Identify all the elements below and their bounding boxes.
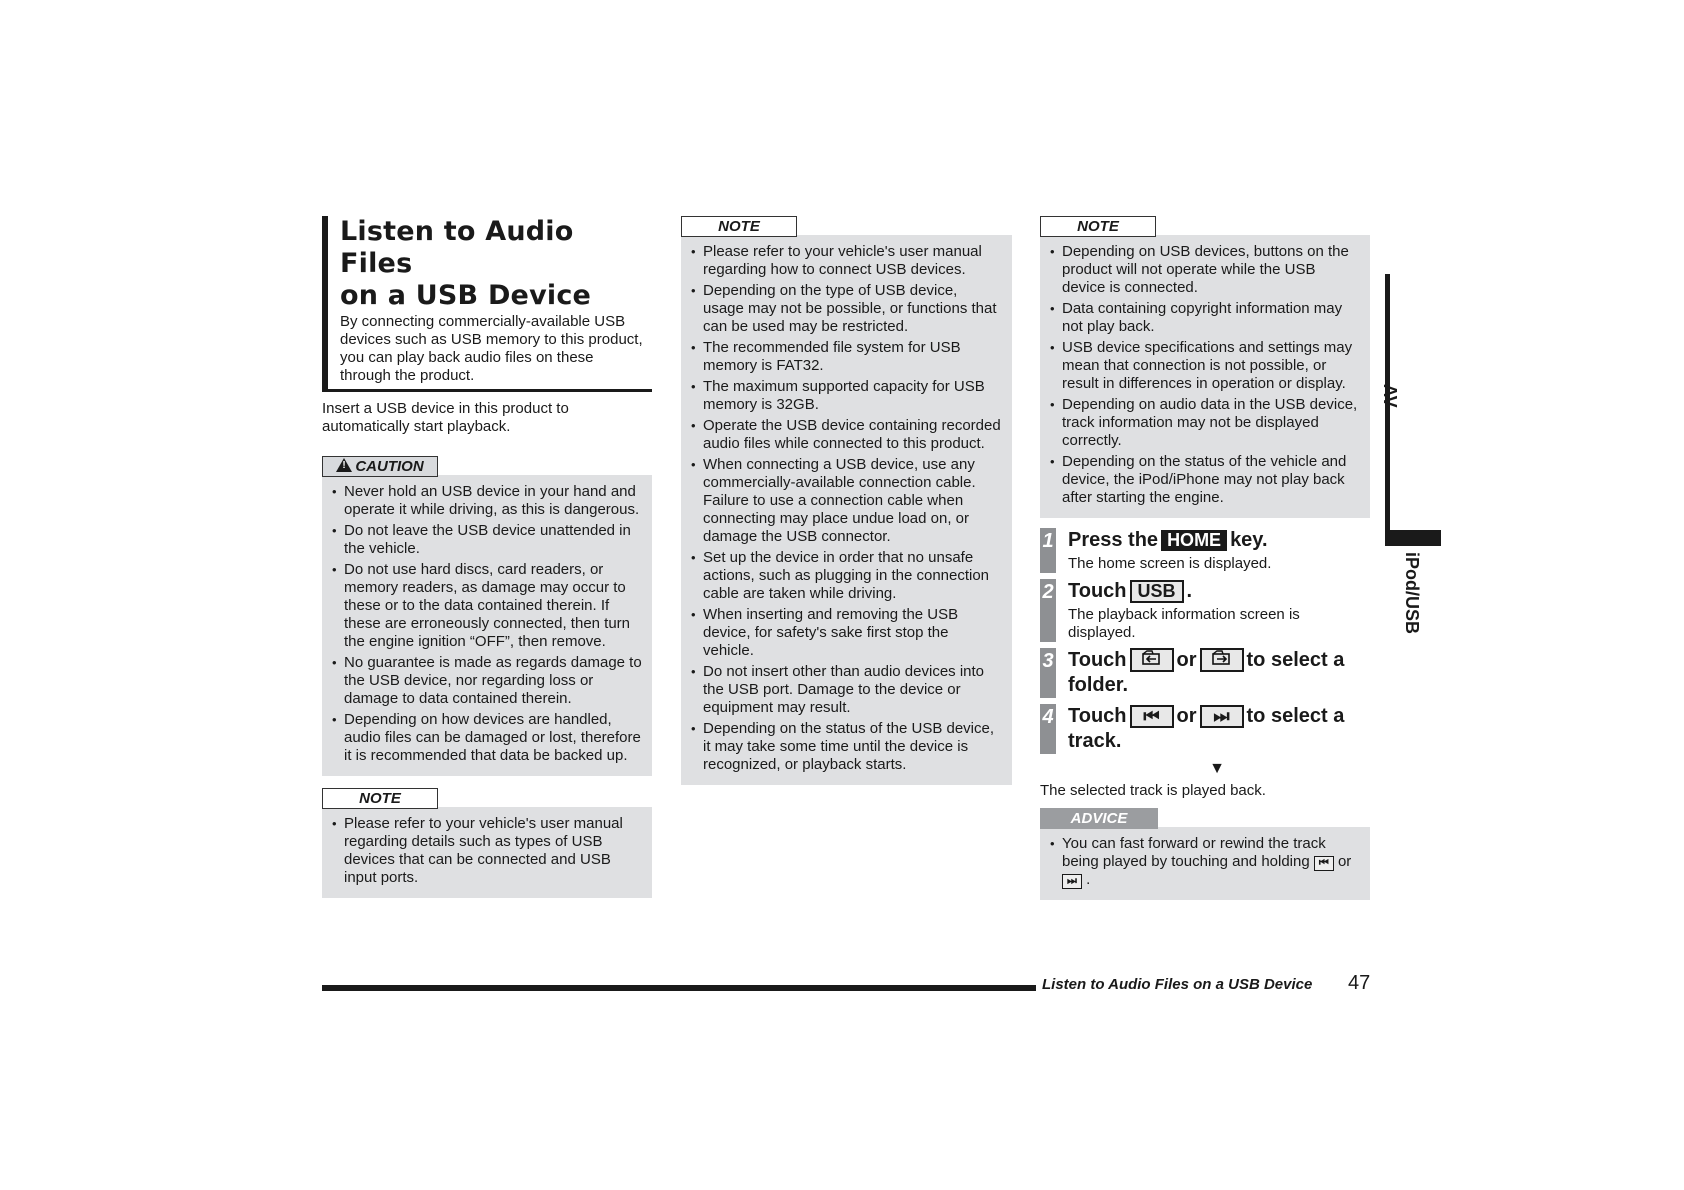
note-item: • The recommended file system for USB memory is FAT32. <box>691 339 1002 375</box>
step-3 <box>1040 648 1370 698</box>
side-tab-ipod-usb: iPod/USB <box>1402 552 1422 635</box>
usb-button: USB <box>1130 580 1184 603</box>
step-1 <box>1040 528 1370 573</box>
step-heading: Touch ⏮ or ⏭ to select a track. <box>1068 705 1345 752</box>
folder-next-icon <box>1200 648 1244 672</box>
arrow-down-icon: ▼ <box>1209 760 1225 777</box>
note-box-3 <box>1040 216 1370 518</box>
note-content <box>322 807 652 898</box>
title-line-2: on a USB Device <box>340 280 592 311</box>
title-line-1: Listen to Audio Files <box>340 216 574 279</box>
step-4 <box>1040 704 1370 754</box>
step-heading: Press the HOME key. <box>1068 529 1268 551</box>
advice-label: ADVICE <box>1040 808 1158 829</box>
note-item: • Depending on the status of the USB device, it may take some time until the device is recognized, or playback starts. <box>691 720 1002 774</box>
note-item: • Depending on audio data in the USB device, track information may not be displayed correctly. <box>1050 396 1360 450</box>
note-item: • When connecting a USB device, use any commercially-available connection cable. Failure to use a connection cable when connecting may place undue load on, or damage the USB connector. <box>691 456 1002 546</box>
page-title <box>340 216 648 312</box>
caution-box <box>322 456 652 776</box>
note-item: • The maximum supported capacity for USB memory is 32GB. <box>691 378 1002 414</box>
note-item: • Do not insert other than audio devices into the USB port. Damage to the device or equipment may result. <box>691 663 1002 717</box>
caution-label: !CAUTION <box>322 456 438 477</box>
footer-rule <box>322 985 1036 991</box>
advice-content <box>1040 827 1370 900</box>
caution-item: • No guarantee is made as regards damage to the USB device, nor regarding loss or damage to data contained therein. <box>332 654 642 708</box>
note-content <box>1040 235 1370 518</box>
previous-track-icon: ⏮ <box>1130 705 1174 728</box>
note-item: • When inserting and removing the USB device, for safety's sake first stop the vehicle. <box>691 606 1002 660</box>
side-tab-line <box>1385 274 1390 544</box>
caution-item: • Never hold an USB device in your hand and operate it while driving, as this is dangerous. <box>332 483 642 519</box>
note-item: • Depending on USB devices, buttons on the product will not operate while the USB device is connected. <box>1050 243 1360 297</box>
caution-item: • Do not use hard discs, card readers, or memory readers, as damage may occur to these or to the data contained therein. If these are erroneously connected, then turn the engine ignition “OFF”, then remove. <box>332 561 642 651</box>
note-content <box>681 235 1012 785</box>
note-label: NOTE <box>681 216 797 237</box>
note-item: • Data containing copyright information may not play back. <box>1050 300 1360 336</box>
side-tab-marker <box>1385 530 1441 546</box>
note-item: • Please refer to your vehicle's user manual regarding details such as types of USB devices that can be connected and USB input ports. <box>332 815 642 887</box>
lead-text: Insert a USB device in this product to automatically start playback. <box>322 400 569 435</box>
step-number: 3 <box>1040 648 1056 698</box>
page-number: 47 <box>1348 972 1371 994</box>
section-title-block <box>322 216 652 392</box>
step-2 <box>1040 579 1370 642</box>
note-box-2 <box>681 216 1012 785</box>
advice-box <box>1040 808 1370 900</box>
column-2 <box>681 216 1012 785</box>
intro-text: By connecting commercially-available USB devices such as USB memory to this product, you can play back audio files on these through the product. <box>340 313 643 384</box>
caution-content <box>322 475 652 776</box>
previous-track-icon: ⏮ <box>1314 856 1334 871</box>
warning-icon <box>336 458 352 472</box>
step-number: 4 <box>1040 704 1056 754</box>
home-key: HOME <box>1161 530 1227 551</box>
result-text: The selected track is played back. <box>1040 782 1266 799</box>
caution-item: • Depending on how devices are handled, audio files can be damaged or lost, therefore it is recommended that data be backed up. <box>332 711 642 765</box>
note-label: NOTE <box>1040 216 1156 237</box>
step-description: The playback information screen is displayed. <box>1068 606 1300 641</box>
next-track-icon: ⏭ <box>1200 705 1244 728</box>
step-heading: Touch USB . <box>1068 580 1193 602</box>
note-item: • Please refer to your vehicle's user manual regarding how to connect USB devices. <box>691 243 1002 279</box>
note-item: • Set up the device in order that no unsafe actions, such as plugging in the connection cable are taken while driving. <box>691 549 1002 603</box>
note-box-1 <box>322 788 652 898</box>
note-item: • Operate the USB device containing recorded audio files while connected to this product. <box>691 417 1002 453</box>
folder-prev-icon <box>1130 648 1174 672</box>
advice-item: • You can fast forward or rewind the track being played by touching and holding ⏮ or ⏭ . <box>1050 835 1360 889</box>
step-description: The home screen is displayed. <box>1068 555 1272 572</box>
note-label: NOTE <box>322 788 438 809</box>
note-item: • Depending on the status of the vehicle and device, the iPod/iPhone may not play back after starting the engine. <box>1050 453 1360 507</box>
column-3 <box>1040 216 1370 900</box>
step-heading: Touch or to select a folder. <box>1068 649 1345 696</box>
note-item: • USB device specifications and settings may mean that connection is not possible, or result in differences in operation or display. <box>1050 339 1360 393</box>
side-tab-av: AV <box>1380 384 1400 408</box>
next-track-icon: ⏭ <box>1062 874 1082 889</box>
footer-title: Listen to Audio Files on a USB Device <box>1042 976 1313 993</box>
note-item: • Depending on the type of USB device, usage may not be possible, or functions that can be used may be restricted. <box>691 282 1002 336</box>
step-number: 1 <box>1040 528 1056 573</box>
step-number: 2 <box>1040 579 1056 642</box>
column-1 <box>322 216 652 898</box>
caution-item: • Do not leave the USB device unattended in the vehicle. <box>332 522 642 558</box>
